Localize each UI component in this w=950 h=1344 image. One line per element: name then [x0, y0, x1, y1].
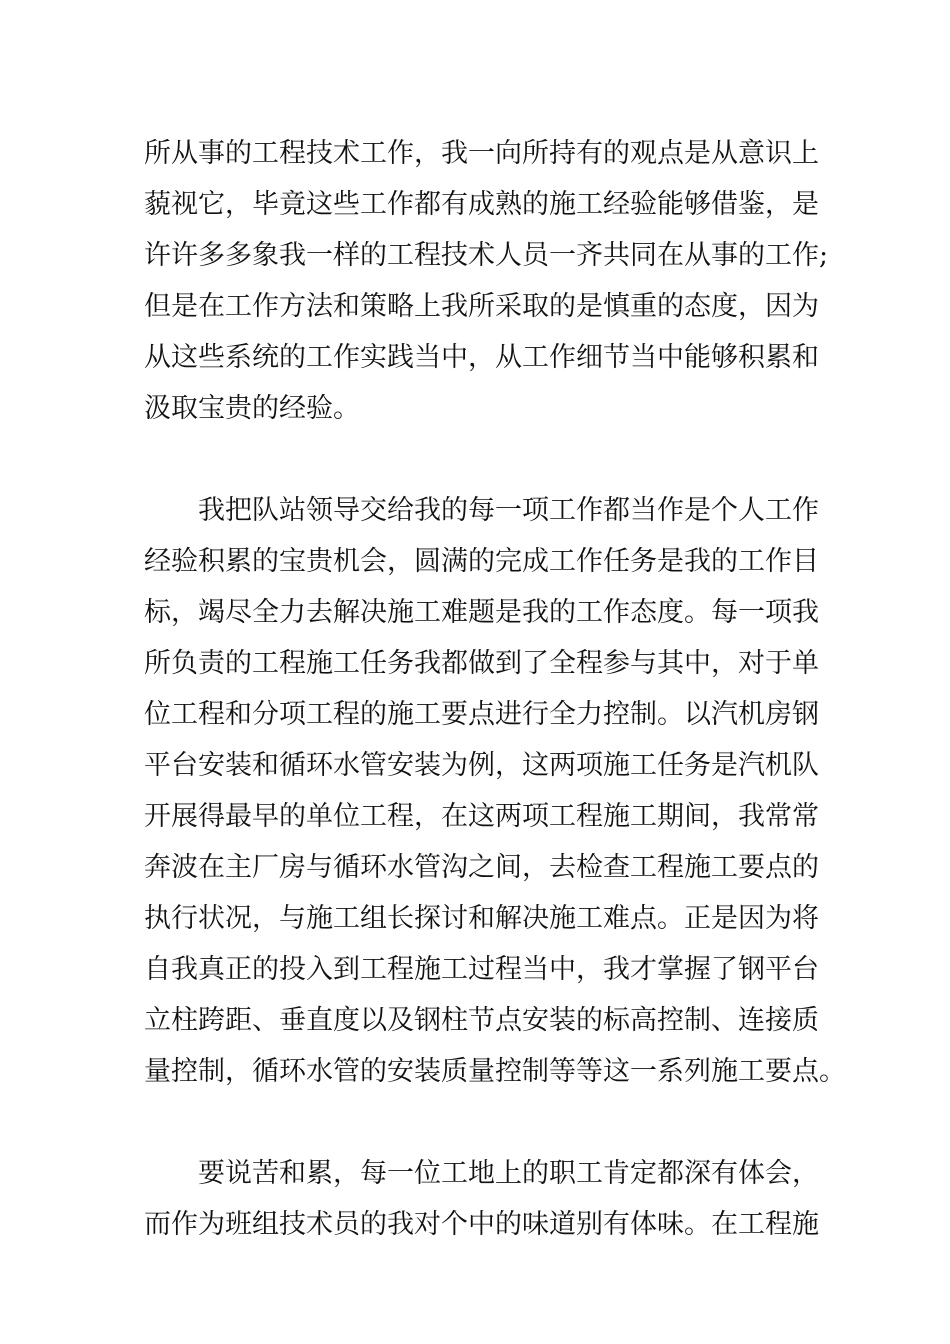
text-line: 位工程和分项工程的施工要点进行全力控制。以汽机房钢 [144, 699, 819, 730]
text-line: 奔波在主厂房与循环水管沟之间，去检查工程施工要点的 [144, 852, 819, 883]
text-line: 但是在工作方法和策略上我所采取的是慎重的态度，因为 [144, 291, 819, 322]
paragraph-1 [144, 128, 829, 434]
text-line: 要说苦和累，每一位工地上的职工肯定都深有体会， [198, 1158, 819, 1189]
document-body [144, 128, 846, 1301]
text-line: 执行状况，与施工组长探讨和解决施工难点。正是因为将 [144, 903, 819, 934]
text-line: 所负责的工程施工任务我都做到了全程参与其中，对于单 [144, 648, 819, 679]
text-line: 平台安装和循环水管安装为例，这两项施工任务是汽机队 [144, 750, 819, 781]
text-line: 量控制，循环水管的安装质量控制等等这一系列施工要点。 [144, 1056, 846, 1087]
text-line: 标，竭尽全力去解决施工难题是我的工作态度。每一项我 [144, 597, 819, 628]
paragraph-2 [144, 485, 846, 1097]
text-line: 而作为班组技术员的我对个中的味道别有体味。在工程施 [144, 1209, 819, 1240]
text-line: 汲取宝贵的经验。 [144, 393, 360, 424]
text-line: 所从事的工程技术工作，我一向所持有的观点是从意识上 [144, 138, 819, 169]
text-line: 开展得最早的单位工程，在这两项工程施工期间，我常常 [144, 801, 819, 832]
text-line: 立柱跨距、垂直度以及钢柱节点安装的标高控制、连接质 [144, 1005, 819, 1036]
text-line: 从这些系统的工作实践当中，从工作细节当中能够积累和 [144, 342, 819, 373]
text-line: 自我真正的投入到工程施工过程当中，我才掌握了钢平台 [144, 954, 819, 985]
text-line: 许许多多象我一样的工程技术人员一齐共同在从事的工作; [144, 240, 829, 271]
text-line: 我把队站领导交给我的每一项工作都当作是个人工作 [198, 495, 819, 526]
text-line: 经验积累的宝贵机会，圆满的完成工作任务是我的工作目 [144, 546, 819, 577]
text-line: 藐视它，毕竟这些工作都有成熟的施工经验能够借鉴，是 [144, 189, 819, 220]
paragraph-3 [144, 1148, 819, 1250]
